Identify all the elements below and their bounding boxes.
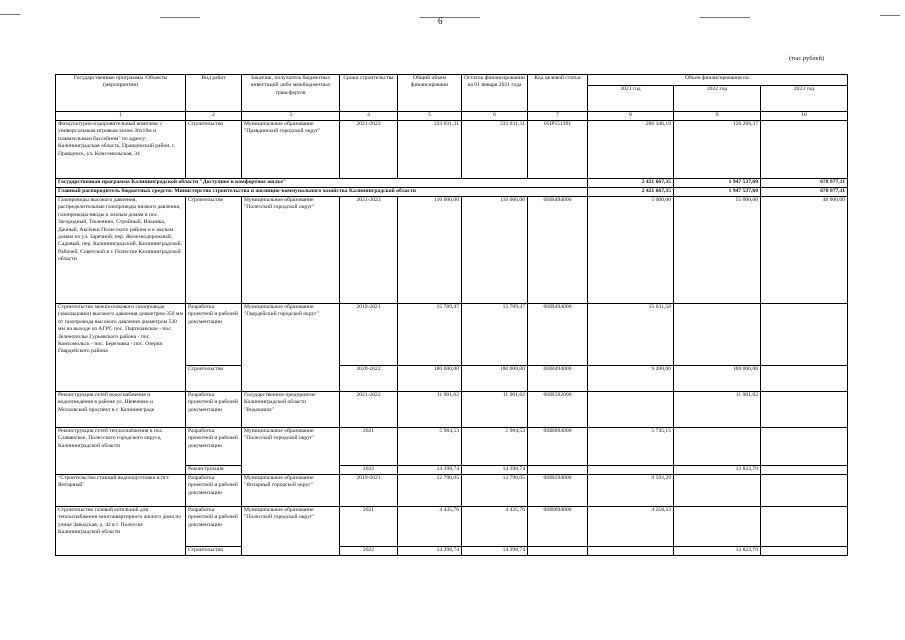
terms: 2021-2023	[340, 197, 398, 304]
terms: 2021	[340, 428, 398, 466]
total-amount: 15 789,47	[398, 304, 462, 366]
amount-2022: 13 822,79	[674, 547, 761, 556]
administrator-name: Главный распорядитель бюджетных средств: Министерство строительства и жилищно-коммунального хозяйства Калининградской области	[56, 188, 588, 197]
column-number: 10	[761, 112, 848, 121]
table-row	[56, 121, 848, 179]
total-amount: 333 031,31	[398, 121, 462, 179]
remainder-amount: 11 901,62	[462, 392, 528, 428]
work-type: Строительство	[186, 197, 242, 304]
remainder-amount: 4 435,76	[462, 507, 528, 547]
header-2022: 2022 год	[674, 86, 761, 112]
remainder-amount: 110 000,00	[462, 197, 528, 304]
amount-2022	[674, 304, 761, 366]
header-row	[56, 75, 848, 86]
financing-table	[55, 74, 848, 556]
work-type: Строительство	[186, 121, 242, 179]
amount-2022: 13 822,79	[674, 466, 761, 475]
remainder-amount: 5 984,53	[462, 428, 528, 466]
amount-2023	[761, 466, 848, 475]
column-number: 5	[398, 112, 462, 121]
column-number: 9	[674, 112, 761, 121]
header-total: Общий объем финансировани	[398, 75, 462, 112]
column-number: 6	[462, 112, 528, 121]
amount-2023: 678 977,11	[761, 188, 848, 197]
target-code: 05IP551391	[528, 121, 588, 179]
object-name: Реконструкция сетей теплоснабжения в пос. Славянское, Полесского городского округа, Калининградской области	[56, 428, 186, 475]
amount-2021: 9 200,00	[588, 366, 674, 392]
work-type: Разработка проектной и рабочей документации	[186, 507, 242, 547]
header-customer: Заказчик, получатель бюджетных инвестиций либо межбюджетных трансфертов	[242, 75, 340, 112]
header-program: Государственные программы /Объекты (мероприятия)	[56, 75, 186, 112]
remainder-amount: 180 000,00	[462, 366, 528, 392]
work-type: Разработка проектной и рабочей документации	[186, 475, 242, 507]
amount-2021: 15 631,58	[588, 304, 674, 366]
header-remainder: Остаток финансировании на 01 января 2021 года	[462, 75, 528, 112]
column-number: 8	[588, 112, 674, 121]
customer: Муниципальное образование "Полесский городской округ"	[242, 197, 340, 304]
total-amount: 5 984,53	[398, 428, 462, 466]
column-number: 1	[56, 112, 186, 121]
terms: 2020-2022	[340, 366, 398, 392]
remainder-amount: 333 031,31	[462, 121, 528, 179]
column-number: 4	[340, 112, 398, 121]
total-amount: 180 000,00	[398, 366, 462, 392]
remainder-amount: 14 398,74	[462, 466, 528, 475]
total-amount: 14 398,74	[398, 466, 462, 475]
remainder-amount: 14 398,74	[462, 547, 528, 556]
table-row	[56, 304, 848, 366]
column-number: 7	[528, 112, 588, 121]
program-name: Государственная программа Калининградской области "Доступное и комфортное жилье"	[56, 179, 588, 188]
work-type: Строительство	[186, 547, 242, 556]
customer: Муниципальное образование "Гвардейский городской округ"	[242, 304, 340, 392]
amount-2021: 5 745,15	[588, 428, 674, 466]
amount-2023: 678 977,11	[761, 179, 848, 188]
object-name: Физкультурно-оздоровительный комплекс с универсальным игровым залом 36х18м и плавательным бассейном" по адресу: Калининградская область, Правдинский район, г. Правдинск, ул. Комсомольская, 34	[56, 121, 186, 179]
amount-2022: 11 901,62	[674, 392, 761, 428]
object-name: Газопроводы высокого давления, распределительные газопроводы низкого давления, газопроводы-вводы к жилым домам в пос. Загородный, Тюленино, Стройный, Ильинка, Дачный, Аксёнки Полесского района и к жилым домам по ул. Заречной, пер. Железнодорожный, Садовый, пер. Калининградский, Калининградской, Рабочей, Советской в г. Полесске Калининградской области	[56, 197, 186, 304]
target-code	[528, 547, 588, 556]
header-volume: Объем финансирования на:	[588, 75, 848, 86]
amount-2023	[761, 304, 848, 366]
header-terms: Сроки строительства	[340, 75, 398, 112]
amount-2022: 1 947 537,60	[674, 179, 761, 188]
scan-artifact-line	[880, 15, 900, 16]
terms: 2021	[340, 507, 398, 547]
work-type: Строительство	[186, 366, 242, 392]
table-row	[56, 392, 848, 428]
target-code	[528, 466, 588, 475]
amount-2021: 5 000,00	[588, 197, 674, 304]
amount-2023	[761, 121, 848, 179]
customer: Муниципальное образование "Полесский городской округ"	[242, 507, 340, 556]
amount-2022: 169 000,00	[674, 366, 761, 392]
amount-2022: 1 947 537,60	[674, 188, 761, 197]
amount-2023	[761, 475, 848, 507]
amount-2021: 206 346,19	[588, 121, 674, 179]
scan-artifact-line	[700, 17, 750, 18]
customer: Муниципальное образование "Янтарный городской округ"	[242, 475, 340, 507]
amount-2022	[674, 507, 761, 547]
target-code: 06IB894000	[528, 507, 588, 547]
total-amount: 14 398,74	[398, 547, 462, 556]
object-name: "Строительство станций водоподготовки в пгт. Янтарный"	[56, 475, 186, 507]
amount-2021: 2 421 667,35	[588, 179, 674, 188]
column-number: 3	[242, 112, 340, 121]
administrator-total-row	[56, 188, 848, 197]
scan-artifact-line	[0, 14, 20, 15]
table-row	[56, 197, 848, 304]
amount-2021: 9 592,29	[588, 475, 674, 507]
work-type: Разработка проектной и рабочей документации	[186, 428, 242, 466]
remainder-amount: 15 789,47	[462, 304, 528, 366]
scan-artifact-line	[160, 17, 200, 18]
total-amount: 12 790,05	[398, 475, 462, 507]
column-number-row	[56, 112, 848, 121]
amount-2023	[761, 366, 848, 392]
work-type: Реконструкция	[186, 466, 242, 475]
work-type: Разработка проектной и рабочей документации	[186, 304, 242, 366]
amount-2023	[761, 547, 848, 556]
target-code: 06IB894000	[528, 428, 588, 466]
terms: 2019-2021	[340, 475, 398, 507]
amount-2021: 2 421 667,35	[588, 188, 674, 197]
table-row	[56, 475, 848, 507]
total-amount: 110 000,00	[398, 197, 462, 304]
amount-2022: 126 268,37	[674, 121, 761, 179]
terms: 2019-2021	[340, 304, 398, 366]
target-code: 06IB592000	[528, 392, 588, 428]
page-number: 6	[438, 16, 443, 26]
amount-2021	[588, 547, 674, 556]
target-code: 06IB494000	[528, 197, 588, 304]
total-amount: 11 901,62	[398, 392, 462, 428]
header-code: Код целевой статьи	[528, 75, 588, 112]
terms: 2021-2022	[340, 121, 398, 179]
customer: Муниципальное образование "Полесский городской округ"	[242, 428, 340, 475]
header-2023: 2023 год	[761, 86, 848, 112]
amount-2021: 4 258,33	[588, 507, 674, 547]
scan-artifact-line	[420, 17, 480, 18]
target-code: 06IB594000	[528, 475, 588, 507]
customer: Муниципальное образование "Правдинский городской округ"	[242, 121, 340, 179]
header-2021: 2021 год	[588, 86, 674, 112]
terms: 2021-2022	[340, 392, 398, 428]
total-amount: 4 435,76	[398, 507, 462, 547]
amount-2022	[674, 475, 761, 507]
terms: 2022	[340, 547, 398, 556]
remainder-amount: 12 790,05	[462, 475, 528, 507]
object-name: Строительство газовой котельной для теплоснабжения многоквартирного жилого дома по улице Заводская, д. 42 в г. Полесске Калининградской области	[56, 507, 186, 556]
terms: 2022	[340, 466, 398, 475]
amount-2022	[674, 428, 761, 466]
table-row	[56, 428, 848, 466]
amount-2021	[588, 466, 674, 475]
amount-2023	[761, 392, 848, 428]
program-total-row	[56, 179, 848, 188]
amount-2023: 48 900,00	[761, 197, 848, 304]
amount-2023	[761, 507, 848, 547]
amount-2023	[761, 428, 848, 466]
work-type: Разработка проектной и рабочей документации	[186, 392, 242, 428]
table-row	[56, 507, 848, 547]
column-number: 2	[186, 112, 242, 121]
amount-2022: 55 000,00	[674, 197, 761, 304]
units-label: (тыс.рублей)	[789, 55, 825, 62]
amount-2021	[588, 392, 674, 428]
header-work-type: Вид работ	[186, 75, 242, 112]
customer: Государственное предприятие Калининградской области "Водоканал"	[242, 392, 340, 428]
target-code: 06IB494000	[528, 366, 588, 392]
object-name: Реконструкция сетей водоснабжения и водоотведения в районе ул. Шевченко и Московский проспект в г. Калининграде	[56, 392, 186, 428]
object-name: Строительство межпоселкового газопровода (закольцовки) высокого давления диаметром 350 мм от газопровода высокого давления диаметром 530 мм на выходе из АГРС пос. Партизанское - пос. Зеленополье Гурьевского района - пос. Комсомольск - пос. Березовка - пос. Озерки Гвардейского района	[56, 304, 186, 392]
target-code: 06IB494000	[528, 304, 588, 366]
